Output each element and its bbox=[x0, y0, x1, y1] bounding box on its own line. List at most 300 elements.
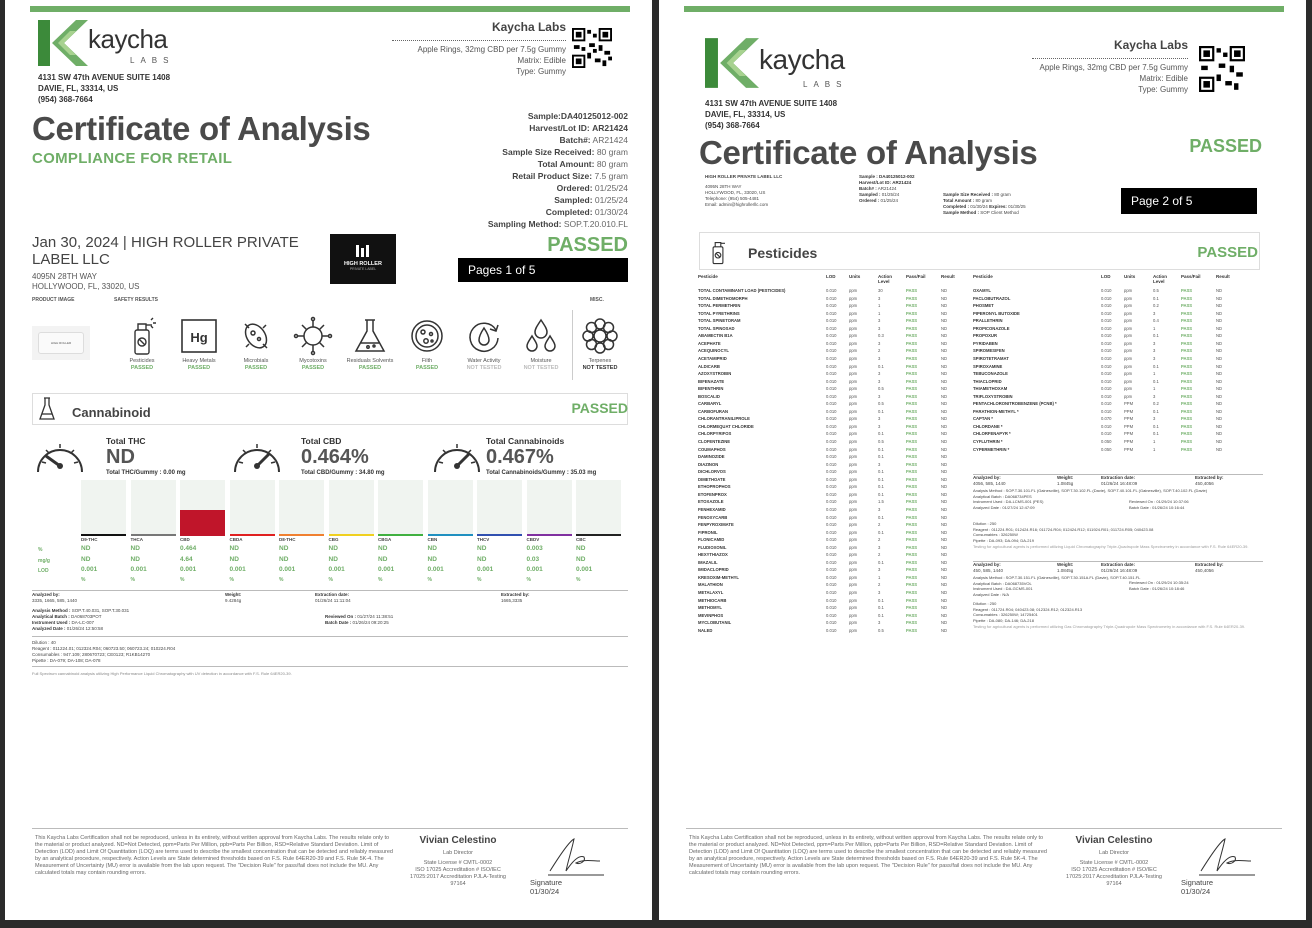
pesticide-units: ppm bbox=[849, 582, 858, 588]
pesticide-action-level: 3 bbox=[878, 416, 881, 422]
logo-sub: LABS bbox=[803, 80, 848, 89]
client-logo-text: HIGH ROLLER bbox=[344, 261, 382, 267]
flask-icon bbox=[350, 316, 390, 356]
pesticide-lod: 0.010 bbox=[826, 574, 837, 580]
pesticide-lod: 0.010 bbox=[826, 537, 837, 543]
pesticide-action-level: 3 bbox=[878, 423, 881, 429]
cannabinoid-lod: 0.001 bbox=[130, 566, 147, 573]
sampling-method-value: SOP.T.20.010.FL bbox=[563, 219, 628, 229]
cannabinoid-pct: 0.464 bbox=[180, 545, 197, 552]
pesticide-result: ND bbox=[941, 431, 948, 437]
pesticide-row bbox=[698, 597, 968, 605]
pesticide-result: ND bbox=[1216, 310, 1223, 316]
pesticide-row bbox=[973, 415, 1263, 423]
pesticide-units: ppm bbox=[1124, 348, 1133, 354]
pesticide-action-level: 1 bbox=[878, 303, 881, 309]
pesticide-pass-fail: PASS bbox=[906, 446, 918, 452]
pesticide-name: FIPRONIL bbox=[698, 529, 718, 535]
pesticide-units: ppm bbox=[849, 454, 858, 460]
total-cbd-per-gummy: Total CBD/Gummy : 34.80 mg bbox=[301, 470, 385, 476]
pesticide-pass-fail: PASS bbox=[906, 363, 918, 369]
pesticide-name: NALED bbox=[698, 627, 713, 633]
cannabinoid-table bbox=[32, 536, 628, 586]
pesticide-pass-fail: PASS bbox=[1181, 386, 1193, 392]
pesticide-result: ND bbox=[941, 386, 948, 392]
pesticide-row bbox=[698, 574, 968, 582]
product-info bbox=[417, 44, 566, 77]
pesticide-action-level: 2 bbox=[878, 348, 881, 354]
cannabinoid-unit: % bbox=[229, 576, 234, 583]
cannabinoid-row-label: mg/g bbox=[38, 557, 50, 564]
cannabinoid-bar bbox=[576, 480, 621, 536]
cann-reagents bbox=[32, 640, 175, 664]
cannabinoid-lod: 0.001 bbox=[81, 566, 98, 573]
pesticide-lod: 0.010 bbox=[826, 605, 837, 611]
pes2-analyzed bbox=[973, 562, 1003, 574]
pesticide-row bbox=[973, 295, 1263, 303]
cannabinoid-unit: % bbox=[130, 576, 135, 583]
pesticide-result: ND bbox=[941, 514, 948, 520]
pes1-reagents bbox=[973, 521, 1263, 550]
pesticide-action-level: 3 bbox=[878, 393, 881, 399]
meta-value: SOP Client Method bbox=[980, 210, 1019, 215]
pesticide-result: ND bbox=[941, 582, 948, 588]
client-logo-mark-icon bbox=[353, 243, 373, 259]
pesticide-row bbox=[698, 363, 968, 371]
pesticide-pass-fail: PASS bbox=[906, 552, 918, 558]
pesticide-units: ppm bbox=[849, 431, 858, 437]
pesticide-result: ND bbox=[1216, 393, 1223, 399]
sample-key: Sample: bbox=[527, 111, 561, 121]
pes1-extraction bbox=[1101, 475, 1137, 487]
lab-address bbox=[38, 72, 170, 105]
kaycha-logo bbox=[705, 36, 865, 92]
pesticide-lod: 0.010 bbox=[826, 439, 837, 444]
pesticide-row bbox=[698, 295, 968, 303]
lab-phone: (954) 368-7664 bbox=[705, 121, 760, 130]
pesticide-pass-fail: PASS bbox=[906, 537, 918, 543]
pesticide-result: ND bbox=[941, 506, 948, 512]
pesticide-result: ND bbox=[1216, 333, 1223, 339]
pesticide-row bbox=[973, 287, 1263, 295]
hg-icon bbox=[179, 316, 219, 356]
meta-key: Extraction date: bbox=[1101, 475, 1136, 480]
pesticide-pass-fail: PASS bbox=[906, 476, 918, 482]
pesticide-action-level: 3 bbox=[878, 506, 881, 512]
pesticide-result: ND bbox=[941, 476, 948, 482]
total-cannabinoids-label: Total Cannabinoids bbox=[486, 436, 565, 446]
safety-residual-solvents bbox=[341, 316, 399, 372]
pesticide-units: ppm bbox=[849, 303, 858, 309]
pesticide-action-level: 0.1 bbox=[878, 476, 884, 482]
safety-status: PASSED bbox=[415, 365, 439, 371]
pesticide-action-level: 0.5 bbox=[878, 627, 884, 633]
cannabinoid-mgg: ND bbox=[279, 555, 289, 563]
pesticide-action-level: 1 bbox=[1153, 446, 1156, 452]
pesticide-units: ppm bbox=[1124, 386, 1133, 392]
reagent: Reagent : 011224.01; 012324.R04; 060723.50; 060723.24; 010224.R04 bbox=[32, 646, 176, 651]
pesticide-column-header: LOD bbox=[826, 274, 836, 279]
pesticide-action-level: 0.1 bbox=[1153, 408, 1159, 414]
meta-value: 80 gram bbox=[975, 198, 993, 203]
ssr-key: Sample Size Received: bbox=[502, 147, 595, 157]
pesticide-action-level: 0.1 bbox=[878, 454, 884, 460]
pesticide-lod: 0.010 bbox=[826, 514, 837, 520]
pesticide-column-header: Pesticide bbox=[973, 274, 993, 279]
lot-value: AR21424 bbox=[592, 123, 628, 133]
pesticide-pass-fail: PASS bbox=[906, 567, 918, 573]
cannabinoid-unit: % bbox=[427, 576, 432, 583]
total-cbd-label: Total CBD bbox=[301, 436, 342, 446]
pesticide-result: ND bbox=[941, 454, 948, 460]
overall-status: PASSED bbox=[547, 234, 628, 256]
pesticide-units: ppm bbox=[849, 499, 858, 505]
pesticide-row bbox=[698, 332, 968, 340]
pesticide-name: FLUDIOXONIL bbox=[698, 544, 727, 550]
meta-value: AR21424 bbox=[877, 186, 897, 191]
pesticide-result: ND bbox=[1216, 318, 1223, 324]
pesticide-row bbox=[698, 385, 968, 393]
pesticide-name: MYCLOBUTANIL bbox=[698, 620, 732, 626]
sample-size-block bbox=[943, 192, 1026, 216]
pesticide-row bbox=[973, 378, 1263, 386]
pesticide-result: ND bbox=[941, 295, 948, 301]
meta-value: 9.4284g bbox=[225, 598, 242, 603]
pesticide-lod: 0.010 bbox=[826, 423, 837, 429]
pesticide-name: OXAMYL bbox=[973, 288, 991, 293]
pesticide-name: FENPYROXIMATE bbox=[698, 522, 734, 528]
disclaimer: This Kaycha Labs Certification shall not be reproduced, unless in its entirety, without written approval from Kaycha Labs. The results relate only to the material or product analyzed. ND=Not Detected, ppm=Parts Per Million, ppb=Parts Per Billion, RSD=Relative Standard Deviation. Limit of Detection (LOD) and Limit Of Quantitation (LOQ) are terms used to describe the smallest concentration that can be detected and reliably measured by an analytical procedure, respectively. Action Levels are State determined thresholds based on F.S. Rule 64ER20-39 and F.S. Rule 5K-4. The Measurement of Uncertainty (MU) error is available from the lab upon request. The "Decision Rule" for pass/fail does not include the MU. Any calculated totals may contain rounding errors. bbox=[689, 835, 1047, 876]
signature-label bbox=[1181, 878, 1213, 896]
pesticide-action-level: 0.2 bbox=[1153, 401, 1159, 407]
meta-value: 01/30/24 bbox=[970, 204, 988, 209]
cannabinoid-lod: 0.001 bbox=[229, 566, 246, 573]
client-name: HIGH ROLLER PRIVATE LABEL LLC bbox=[705, 174, 783, 179]
cannabinoid-bar bbox=[477, 480, 522, 536]
reviewed-on: Reviewed On : 01/29/24 10:35:24 bbox=[1129, 580, 1189, 585]
total-cannabinoids-value: 0.467% bbox=[486, 446, 554, 468]
pesticide-action-level: 2 bbox=[878, 522, 881, 528]
meta-value: 1.0845g bbox=[1057, 568, 1074, 573]
pesticide-units: ppm bbox=[849, 295, 858, 301]
pesticide-name: MEVINPHOS bbox=[698, 612, 724, 618]
pesticide-pass-fail: PASS bbox=[906, 612, 918, 618]
sampled-value: 01/25/24 bbox=[594, 195, 628, 205]
cannabinoid-bar bbox=[131, 480, 176, 536]
pesticide-units: ppm bbox=[849, 318, 858, 324]
pesticide-pass-fail: PASS bbox=[1181, 378, 1193, 384]
client-address-1: 4095N 28TH WAY bbox=[705, 184, 742, 189]
pesticide-lod: 0.010 bbox=[826, 333, 837, 339]
pesticide-column-header: Pass/Fail bbox=[906, 274, 926, 279]
cannabinoid-mgg: 4.64 bbox=[180, 555, 193, 563]
safety-name: Microbials bbox=[243, 358, 269, 364]
pesticide-name: HEXYTHIAZOX bbox=[698, 552, 728, 558]
cannabinoid-unit: % bbox=[526, 576, 531, 583]
pesticide-row bbox=[698, 415, 968, 423]
lab-name: Kaycha Labs bbox=[1113, 38, 1188, 52]
pesticide-result: ND bbox=[1216, 325, 1223, 331]
cannabinoid-bar bbox=[428, 480, 473, 536]
water-cycle-icon bbox=[464, 316, 504, 356]
pesticide-pass-fail: PASS bbox=[1181, 423, 1193, 429]
pesticide-units: PPM bbox=[1124, 439, 1134, 444]
pesticide-row bbox=[698, 566, 968, 574]
pesticide-units: ppm bbox=[1124, 318, 1133, 324]
method-note: Testing for agricultural agents is performed utilizing Gas Chromatography Triple-Quadrupole Mass Spectrometry in accordance with F.S. Rule 64ER20-39. bbox=[973, 624, 1246, 629]
safety-name: Filth bbox=[421, 358, 433, 364]
pesticide-units: ppm bbox=[849, 559, 858, 565]
cannabinoid-bar bbox=[329, 480, 374, 536]
pesticide-lod: 0.010 bbox=[1101, 363, 1112, 369]
cannabinoid-unit: % bbox=[81, 576, 86, 583]
pesticide-row bbox=[698, 468, 968, 476]
pesticide-units: ppm bbox=[1124, 288, 1133, 293]
safety-name: Pesticides bbox=[129, 358, 155, 364]
pesticide-row bbox=[698, 378, 968, 386]
pipette: Pipette : DA-093; DA-094; DA-219 bbox=[973, 537, 1034, 543]
pesticide-pass-fail: PASS bbox=[906, 393, 918, 399]
pesticide-result: ND bbox=[1216, 340, 1223, 346]
pesticide-lod: 0.010 bbox=[826, 476, 837, 482]
pesticide-row bbox=[698, 453, 968, 461]
pesticide-lod: 0.010 bbox=[826, 295, 837, 301]
pesticide-pass-fail: PASS bbox=[906, 340, 918, 346]
pesticide-action-level: 3 bbox=[878, 318, 881, 324]
pesticide-action-level: 3 bbox=[878, 590, 881, 595]
meta-value: SOP.T.40.031, SOP.T.30.031 bbox=[71, 608, 130, 613]
meta-key: Analysis Method : bbox=[32, 608, 71, 613]
pesticide-result: ND bbox=[1216, 288, 1223, 293]
reagent: Reagent : 011224.R01; 012424.R16; 011724.R04; 012424.R12; 011924.R01; 011724.R05; 040423.08 bbox=[973, 526, 1154, 532]
signature-text: Signature bbox=[1181, 878, 1214, 887]
pesticide-pass-fail: PASS bbox=[906, 303, 918, 309]
pesticide-name: FENHEXAMID bbox=[698, 506, 726, 512]
pesticide-units: ppm bbox=[1124, 340, 1133, 346]
cannabinoid-unit: % bbox=[576, 576, 581, 583]
gauge-cbd-icon bbox=[229, 432, 285, 478]
safety-name: Mycotoxins bbox=[299, 358, 327, 364]
pesticide-units: ppm bbox=[849, 288, 858, 293]
page-title: Certificate of Analysis bbox=[32, 110, 371, 147]
spray-bottle-icon bbox=[707, 237, 729, 265]
pesticide-action-level: 0.1 bbox=[878, 529, 884, 535]
page-indicator: Page 2 of 5 bbox=[1121, 188, 1257, 214]
pesticide-action-level: 0.1 bbox=[878, 446, 884, 452]
pesticide-result: ND bbox=[941, 401, 948, 407]
pesticide-action-level: 0.1 bbox=[878, 431, 884, 437]
cannabinoid-bar bbox=[279, 480, 324, 536]
pesticide-name: FLONICAMID bbox=[698, 537, 725, 543]
sampling-method-key: Sampling Method: bbox=[487, 219, 562, 229]
pesticide-pass-fail: PASS bbox=[906, 333, 918, 339]
pesticide-result: ND bbox=[941, 537, 948, 543]
pesticide-action-level: 0.1 bbox=[1153, 423, 1159, 429]
pesticide-result: ND bbox=[941, 499, 948, 505]
virus-icon bbox=[293, 316, 333, 356]
retail-size-value: 7.5 gram bbox=[594, 171, 628, 181]
pesticide-lod: 0.010 bbox=[826, 469, 837, 475]
safety-status: PASSED bbox=[244, 365, 268, 371]
pesticide-units: ppm bbox=[1124, 393, 1133, 399]
pesticide-lod: 0.010 bbox=[1101, 378, 1112, 384]
pesticide-result: ND bbox=[941, 491, 948, 497]
pesticide-row bbox=[698, 506, 968, 514]
total-thc-value: ND bbox=[106, 446, 135, 468]
pesticide-row bbox=[698, 461, 968, 469]
pipette: Pipette : DA-080; DA-146; DA-218 bbox=[973, 617, 1034, 623]
pes2-weight bbox=[1057, 562, 1073, 574]
address-line-2: DAVIE, FL, 33314, US bbox=[38, 84, 119, 93]
pesticide-name: CYPERMETHRIN * bbox=[973, 446, 1010, 452]
safety-results-label: SAFETY RESULTS bbox=[114, 297, 158, 303]
pesticide-lod: 0.050 bbox=[1101, 439, 1112, 444]
pesticide-result: ND bbox=[1216, 371, 1223, 377]
pesticide-pass-fail: PASS bbox=[1181, 355, 1193, 361]
pesticide-pass-fail: PASS bbox=[1181, 401, 1193, 407]
pesticide-row bbox=[698, 325, 968, 333]
client-telephone: Telephone: (954) 505-4481 bbox=[705, 196, 760, 201]
analyzed-date: Analyzed Date : 01/27/24 12:47:09 bbox=[973, 504, 1035, 510]
pesticide-lod: 0.010 bbox=[1101, 386, 1112, 392]
pesticide-units: ppm bbox=[849, 393, 858, 399]
cannabinoid-pct: ND bbox=[576, 545, 586, 552]
pesticide-result: ND bbox=[941, 567, 948, 573]
signature-icon bbox=[1191, 835, 1261, 879]
droplets-icon bbox=[521, 316, 561, 356]
pesticide-name: FENOXYCARB bbox=[698, 514, 728, 520]
pesticide-lod: 0.010 bbox=[1101, 318, 1112, 324]
pesticide-pass-fail: PASS bbox=[906, 574, 918, 580]
pesticide-lod: 0.010 bbox=[826, 627, 837, 633]
pesticide-name: CHLORANTRANILIPROLE bbox=[698, 416, 750, 422]
consumables: Consumables : 326250W bbox=[973, 532, 1018, 537]
spray-bottle-icon bbox=[127, 316, 157, 356]
cann-analyzed-by bbox=[32, 592, 77, 604]
ordered-key: Ordered: bbox=[556, 183, 593, 193]
cann-note: Full Spectrum cannabinoid analysis utilizing High Performance Liquid Chromatography with UV detection in accordance with F.S. Rule 64ER20-39. bbox=[32, 671, 292, 676]
sample-block bbox=[859, 174, 915, 204]
pesticide-row bbox=[698, 604, 968, 612]
pesticide-lod: 0.010 bbox=[826, 431, 837, 437]
pesticide-action-level: 1 bbox=[1153, 386, 1156, 392]
meta-value: DA068703POT bbox=[71, 614, 102, 619]
ssr-value: 80 gram bbox=[596, 147, 628, 157]
pesticide-action-level: 3 bbox=[1153, 310, 1156, 316]
pesticide-units: ppm bbox=[849, 605, 858, 611]
meta-key: Analyzed Date : bbox=[32, 626, 66, 631]
lab-phone: (954) 368-7664 bbox=[38, 95, 93, 104]
pesticide-units: ppm bbox=[849, 612, 858, 618]
pesticide-pass-fail: PASS bbox=[1181, 295, 1193, 301]
pesticide-units: ppm bbox=[849, 574, 858, 580]
pesticide-units: ppm bbox=[849, 620, 858, 626]
safety-status: NOT TESTED bbox=[466, 365, 502, 371]
pesticide-action-level: 0.5 bbox=[878, 401, 884, 407]
pesticide-result: ND bbox=[941, 439, 948, 444]
pesticide-pass-fail: PASS bbox=[906, 310, 918, 316]
pesticide-pass-fail: PASS bbox=[906, 371, 918, 377]
qr-code-icon bbox=[1199, 46, 1245, 92]
meta-key: Reviewed On : bbox=[325, 614, 357, 619]
pesticide-lod: 0.010 bbox=[826, 620, 837, 626]
pesticide-action-level: 2 bbox=[878, 552, 881, 558]
meta-key: Analytical Batch : bbox=[32, 614, 70, 619]
client-address bbox=[32, 272, 139, 292]
pesticide-action-level: 0.1 bbox=[1153, 295, 1159, 301]
address-line-1: 4131 SW 47th AVENUE SUITE 1408 bbox=[705, 99, 838, 108]
pesticide-action-level: 1 bbox=[1153, 371, 1156, 377]
pesticide-lod: 0.010 bbox=[826, 506, 837, 512]
pesticide-action-level: 2 bbox=[878, 582, 881, 588]
pesticide-result: ND bbox=[941, 620, 948, 626]
pesticide-units: ppm bbox=[1124, 295, 1133, 301]
section-divider bbox=[32, 636, 628, 637]
pesticide-action-level: 0.1 bbox=[878, 363, 884, 369]
pesticide-lod: 0.010 bbox=[826, 318, 837, 324]
reviewed-on: Reviewed On : 01/29/24 10:37:06 bbox=[1129, 499, 1189, 504]
total-cannabinoids-per-gummy: Total Cannabinoids/Gummy : 35.03 mg bbox=[486, 470, 597, 476]
safety-mycotoxins bbox=[284, 316, 342, 372]
total-amount-value: 80 gram bbox=[596, 159, 628, 169]
pesticide-row bbox=[698, 317, 968, 325]
cann-method-block bbox=[32, 608, 129, 632]
pesticide-lod: 0.010 bbox=[1101, 295, 1112, 301]
cannabinoid-name: THCV bbox=[477, 537, 490, 542]
pesticide-action-level: 0.1 bbox=[1153, 378, 1159, 384]
cannabinoid-pct: ND bbox=[328, 545, 338, 552]
product-jar: HIGH ROLLER bbox=[38, 332, 84, 354]
pesticide-action-level: 1 bbox=[878, 574, 881, 580]
pesticide-lod: 0.010 bbox=[1101, 333, 1112, 339]
pesticide-result: ND bbox=[941, 371, 948, 377]
meta-key: Weight: bbox=[1057, 562, 1074, 567]
pesticide-name: TOTAL SPINETORAM bbox=[698, 318, 741, 324]
pesticide-pass-fail: PASS bbox=[1181, 310, 1193, 316]
terpenes-status: NOT TESTED bbox=[582, 365, 618, 371]
pesticide-units: ppm bbox=[849, 423, 858, 429]
cannabinoid-mgg: ND bbox=[477, 555, 487, 563]
meta-key: Ordered : bbox=[859, 198, 880, 203]
dilution: Dilution : 250 bbox=[973, 601, 997, 606]
meta-key: Total Amount : bbox=[943, 198, 975, 203]
pesticide-action-level: 0.1 bbox=[878, 514, 884, 520]
pesticide-units: ppm bbox=[1124, 355, 1133, 361]
pesticide-units: ppm bbox=[849, 627, 858, 633]
pesticide-pass-fail: PASS bbox=[906, 582, 918, 588]
pesticide-row bbox=[973, 385, 1263, 393]
pesticide-lod: 0.010 bbox=[1101, 408, 1112, 414]
pesticide-lod: 0.010 bbox=[826, 310, 837, 316]
pesticide-action-level: 0.5 bbox=[878, 439, 884, 444]
cannabinoid-row-label: LOD bbox=[38, 568, 49, 574]
pesticide-pass-fail: PASS bbox=[1181, 333, 1193, 339]
pesticide-result: ND bbox=[941, 363, 948, 369]
total-cbd-value: 0.464% bbox=[301, 446, 369, 468]
analysis-method: Analysis Method : SOP.T.30.151.FL (Gainesville), SOP.T.30.151A.FL (Davie), SOP.T.40.151.FL bbox=[973, 575, 1141, 580]
pesticide-row bbox=[973, 430, 1263, 438]
batch-date: Batch Date : 01/26/24 10:16:44 bbox=[1129, 504, 1185, 510]
dilution: Dilution : 250 bbox=[973, 521, 997, 526]
pesticide-result: ND bbox=[941, 605, 948, 611]
pesticide-pass-fail: PASS bbox=[906, 423, 918, 429]
pesticide-pass-fail: PASS bbox=[1181, 348, 1193, 354]
pesticide-name: TEBUCONAZOLE bbox=[973, 371, 1008, 377]
pesticide-name: SPIROXAMINE bbox=[973, 363, 1003, 369]
divider bbox=[392, 40, 566, 41]
pesticide-row bbox=[698, 536, 968, 544]
pesticide-pass-fail: PASS bbox=[906, 627, 918, 633]
